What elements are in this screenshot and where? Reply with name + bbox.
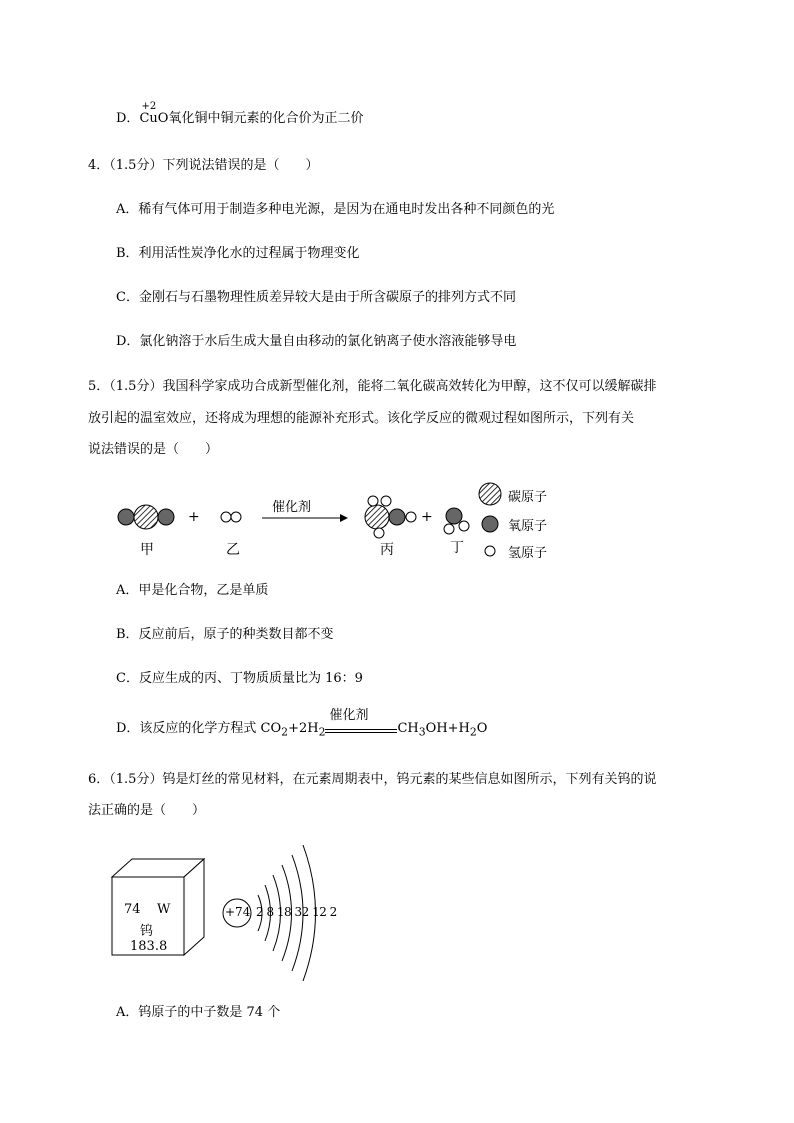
atomic-mass: 183.8 (130, 939, 168, 954)
oxygen-atom (389, 509, 405, 525)
equals-catalyst (325, 708, 397, 738)
hydrogen-atom (459, 521, 469, 531)
electron-shells: 2 8 18 32 12 2 (256, 905, 337, 919)
hydrogen-atom (221, 512, 231, 522)
label-yi: 乙 (226, 542, 240, 558)
cuo-formula (139, 101, 158, 128)
legend-oxygen-icon (482, 516, 498, 532)
q5-stem-line-1: 5．（1.5分）我国科学家成功合成新型催化剂，能将二氧化碳高效转化为甲醇，这不仅可以缓解碳排 (88, 379, 657, 394)
label-jia: 甲 (140, 542, 154, 558)
q4-option-c: C．金刚石与石墨物理性质差异较大是由于所含碳原子的排列方式不同 (116, 290, 516, 305)
q5-option-c: C．反应生成的丙、丁物质质量比为 16：9 (116, 671, 363, 686)
legend-carbon-label: 碳原子 (508, 490, 548, 505)
subscript: 2 (281, 725, 289, 739)
label-ding: 丁 (450, 540, 464, 556)
oxygen-atom (118, 509, 134, 525)
q5-stem-line-3: 说法错误的是（ ） (88, 442, 219, 457)
carbon-atom (134, 505, 158, 529)
oxygen-atom (158, 509, 174, 525)
q6-stem-line-1: 6．（1.5分）钨是灯丝的常见材料，在元素周期表中，钨元素的某些信息如图所示，下列有关钨的说 (88, 772, 657, 787)
q6-option-a: A．钨原子的中子数是 74 个 (116, 1005, 281, 1020)
plus-sign-1: + (188, 509, 200, 525)
carbon-atom (365, 505, 389, 529)
equation-right: CH (397, 721, 419, 736)
equation-catalyst: 催化剂 (329, 708, 369, 723)
legend-hydrogen-icon (485, 546, 495, 556)
q5-option-d (116, 708, 488, 742)
q4-stem: 4．（1.5分）下列说法错误的是（ ） (88, 158, 319, 173)
q3-option-d-prefix: D． (116, 111, 140, 126)
oxygen-atom (446, 508, 462, 524)
cu-symbol: Cu (139, 111, 158, 126)
q4-option-a: A．稀有气体可用于制造多种电光源，是因为在通电时发出各种不同颜色的光 (116, 202, 555, 217)
hydrogen-atom (444, 524, 454, 534)
molecule-ding (444, 508, 469, 534)
hydrogen-atom (368, 496, 378, 506)
subscript: 3 (418, 725, 426, 739)
equation-right-3: O (476, 721, 488, 736)
o-symbol: O (157, 111, 169, 126)
hydrogen-atom (374, 528, 384, 538)
molecule-yi (221, 512, 241, 522)
atomic-number: 74 (124, 902, 141, 917)
subscript: 2 (469, 725, 477, 739)
q3-option-d-text: 氧化铜中铜元素的化合价为正二价 (168, 111, 364, 126)
subscript: 2 (318, 725, 326, 739)
equation-mid: +2H (288, 721, 319, 736)
q3-option-d (116, 101, 364, 128)
label-bing: 丙 (380, 542, 394, 558)
q5-stem-line-2: 放引起的温室效应，还将成为理想的能源补充形式。该化学反应的微观过程如图所示，下列有关 (88, 411, 635, 426)
reaction-diagram (0, 480, 794, 570)
oxidation-state: +2 (141, 101, 157, 112)
q4-option-b: B．利用活性炭净化水的过程属于物理变化 (116, 246, 360, 261)
hydrogen-atom (231, 512, 241, 522)
arrow-head (340, 514, 348, 522)
element-name: 钨 (140, 924, 154, 939)
legend-hydrogen-label: 氢原子 (508, 546, 548, 561)
element-symbol: W (157, 902, 171, 917)
catalyst-label: 催化剂 (272, 500, 312, 515)
q5-option-b: B．反应前后，原子的种类数目都不变 (116, 627, 334, 642)
hydrogen-atom (406, 512, 416, 522)
q4-option-d: D．氯化钠溶于水后生成大量自由移动的氯化钠离子使水溶液能够导电 (116, 334, 517, 349)
plus-sign-2: + (421, 509, 433, 525)
legend-carbon-icon (479, 483, 501, 505)
molecule-jia (118, 505, 174, 529)
molecule-bing (365, 496, 416, 538)
q5-option-a: A．甲是化合物，乙是单质 (116, 583, 269, 598)
q6-stem-line-2: 法正确的是（ ） (88, 803, 206, 818)
legend-oxygen-label: 氧原子 (508, 519, 548, 534)
hydrogen-atom (381, 496, 391, 506)
equation-left: D．该反应的化学方程式 CO (116, 721, 282, 736)
nucleus-charge: +74 (225, 905, 251, 919)
equation-right-2: OH+H (425, 721, 470, 736)
